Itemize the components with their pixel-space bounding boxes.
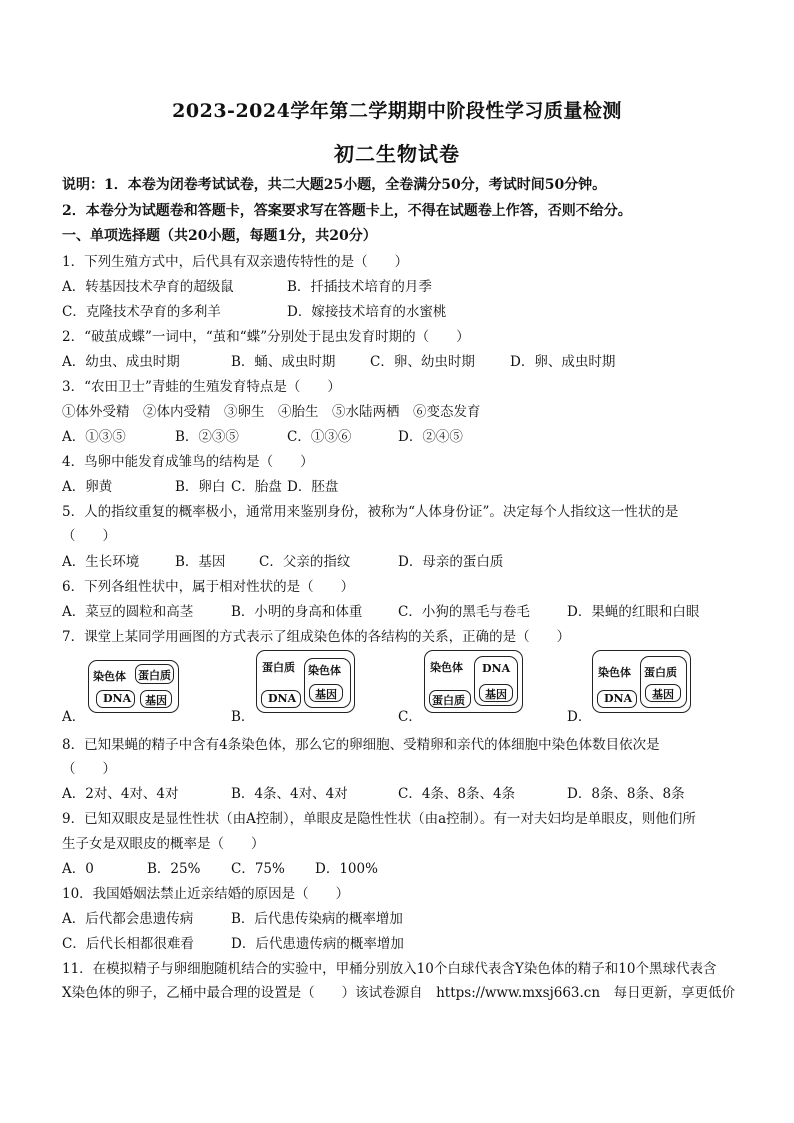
q5-option-a: A．生长环境 [62, 554, 140, 570]
diagram-b-outer-label: 蛋白质 [262, 661, 295, 674]
q5-option-d: D．母亲的蛋白质 [398, 554, 504, 570]
q2-option-c: C．卵、幼虫时期 [370, 354, 475, 370]
q9-option-a: A．0 [62, 861, 94, 877]
diagram-a-right-label: 基因 [145, 694, 167, 707]
question-11-stem: 11．在模拟精子与卵细胞随机结合的实验中，甲桶分别放入10个白球代表含Y染色体的精子和10个黑球代表含 [62, 961, 717, 977]
diagram-d-left-label: DNA [604, 692, 633, 705]
q2-option-b: B．蛹、成虫时期 [231, 354, 336, 370]
q8-option-d: D．8条、8条、8条 [567, 786, 685, 802]
question-9-stem-cont: 生子女是双眼皮的概率是（ ） [62, 836, 265, 852]
question-5-stem-cont: （ ） [62, 528, 116, 544]
diagram-c-outer-label: 染色体 [430, 661, 463, 674]
question-9-stem: 9．已知双眼皮是显性性状（由A控制），单眼皮是隐性性状（由a控制）。有一对夫妇均是单眼皮，则他们所 [62, 811, 696, 827]
diagram-c-right-label: 基因 [485, 688, 507, 701]
q6-option-b: B．小明的身高和体重 [231, 604, 363, 620]
q2-option-a: A．幼虫、成虫时期 [62, 354, 180, 370]
diagram-b-left-label: DNA [268, 692, 297, 705]
q7-option-a: A． [62, 709, 86, 725]
q8-option-b: B．4条、4对、4对 [231, 786, 348, 802]
exam-title: 2023-2024学年第二学期期中阶段性学习质量检测 [172, 100, 622, 122]
instructions-1: 说明：1．本卷为闭卷考试试卷，共二大题25小题，全卷满分50分，考试时间50分钟。 [62, 177, 607, 193]
q4-option-c: C．胎盘 [231, 479, 282, 495]
diagram-c-inner-label: DNA [482, 662, 511, 675]
question-10-stem: 10．我国婚姻法禁止近亲结婚的原因是（ ） [62, 886, 350, 902]
q4-option-b: B．卵白 [175, 479, 226, 495]
q7-diagram-b [256, 650, 356, 714]
q7-diagram-d [592, 650, 692, 714]
question-8-stem-cont: （ ） [62, 761, 116, 777]
q5-option-c: C．父亲的指纹 [259, 554, 351, 570]
diagram-d-outer-label: 染色体 [598, 666, 631, 679]
q6-option-a: A．菜豆的圆粒和高茎 [62, 604, 194, 620]
diagram-b-inner-label: 染色体 [308, 664, 341, 677]
diagram-a-left-label: DNA [103, 692, 132, 705]
q4-option-d: D．胚盘 [287, 479, 339, 495]
question-1-stem: 1．下列生殖方式中，后代具有双亲遗传特性的是（ ） [62, 254, 409, 270]
question-7-stem: 7．课堂上某同学用画图的方式表示了组成染色体的各结构的关系，正确的是（ ） [62, 629, 571, 645]
question-3-items: ①体外受精 ②体内受精 ③卵生 ④胎生 ⑤水陆两栖 ⑥变态发育 [62, 404, 481, 420]
q3-option-a: A．①③⑤ [62, 429, 126, 445]
q2-option-d: D．卵、成虫时期 [510, 354, 616, 370]
q1-option-b: B．扦插技术培育的月季 [287, 279, 432, 295]
question-6-stem: 6．下列各组性状中，属于相对性状的是（ ） [62, 579, 355, 595]
q10-option-b: B．后代患传染病的概率增加 [231, 911, 403, 927]
q10-option-c: C．后代长相都很难看 [62, 936, 194, 952]
question-2-stem: 2．“破茧成蝶”一词中，“茧和“蝶”分别处于昆虫发育时期的（ ） [62, 329, 470, 345]
question-8-stem: 8．已知果蝇的精子中含有4条染色体，那么它的卵细胞、受精卵和亲代的体细胞中染色体数目依次是 [62, 737, 660, 753]
question-5-stem: 5．人的指纹重复的概率极小，通常用来鉴别身份，被称为“人体身份证”。决定每个人指纹这一性状的是 [62, 504, 679, 520]
q10-option-a: A．后代都会患遗传病 [62, 911, 194, 927]
diagram-d-inner-label: 蛋白质 [644, 666, 677, 679]
q10-option-d: D．后代患遗传病的概率增加 [231, 936, 404, 952]
q7-option-c: C． [398, 709, 422, 725]
q9-option-d: D．100% [315, 861, 378, 877]
q1-option-c: C．克隆技术孕育的多利羊 [62, 304, 221, 320]
q8-option-a: A．2对、4对、4对 [62, 786, 179, 802]
q3-option-c: C．①③⑥ [287, 429, 352, 445]
q1-option-d: D．嫁接技术培育的水蜜桃 [287, 304, 447, 320]
diagram-a-outer-label: 染色体 [93, 670, 126, 683]
question-11-stem-cont: X染色体的卵子，乙桶中最合理的设置是（ ）该试卷源自 https://www.mxsj663.cn 每日更新，享更低价 [62, 985, 736, 1001]
question-3-stem: 3．“农田卫士”青蛙的生殖发育特点是（ ） [62, 379, 341, 395]
q6-option-d: D．果蝇的红眼和白眼 [567, 604, 700, 620]
q3-option-b: B．②③⑤ [175, 429, 239, 445]
q7-diagram-c [424, 650, 524, 714]
q4-option-a: A．卵黄 [62, 479, 113, 495]
q7-option-b: B． [231, 709, 255, 725]
question-4-stem: 4．鸟卵中能发育成雏鸟的结构是（ ） [62, 454, 314, 470]
q9-option-c: C．75% [231, 861, 285, 877]
q5-option-b: B．基因 [175, 554, 226, 570]
diagram-c-left-label: 蛋白质 [432, 694, 465, 707]
q8-option-c: C．4条、8条、4条 [398, 786, 516, 802]
q1-option-a: A．转基因技术孕育的超级鼠 [62, 279, 234, 295]
q7-option-d: D． [567, 709, 592, 725]
diagram-b-right-label: 基因 [315, 688, 337, 701]
instructions-2: 2．本卷分为试题卷和答题卡，答案要求写在答题卡上，不得在试题卷上作答，否则不给分。 [62, 203, 632, 219]
q9-option-b: B．25% [147, 861, 201, 877]
section-heading: 一、单项选择题（共20小题，每题1分，共20分） [62, 228, 377, 244]
diagram-a-top-label: 蛋白质 [138, 669, 171, 682]
exam-subtitle: 初二生物试卷 [334, 142, 460, 166]
q3-option-d: D．②④⑤ [398, 429, 463, 445]
q6-option-c: C．小狗的黑毛与卷毛 [398, 604, 530, 620]
diagram-d-right-label: 基因 [652, 688, 674, 701]
q7-diagram-a [88, 660, 180, 714]
